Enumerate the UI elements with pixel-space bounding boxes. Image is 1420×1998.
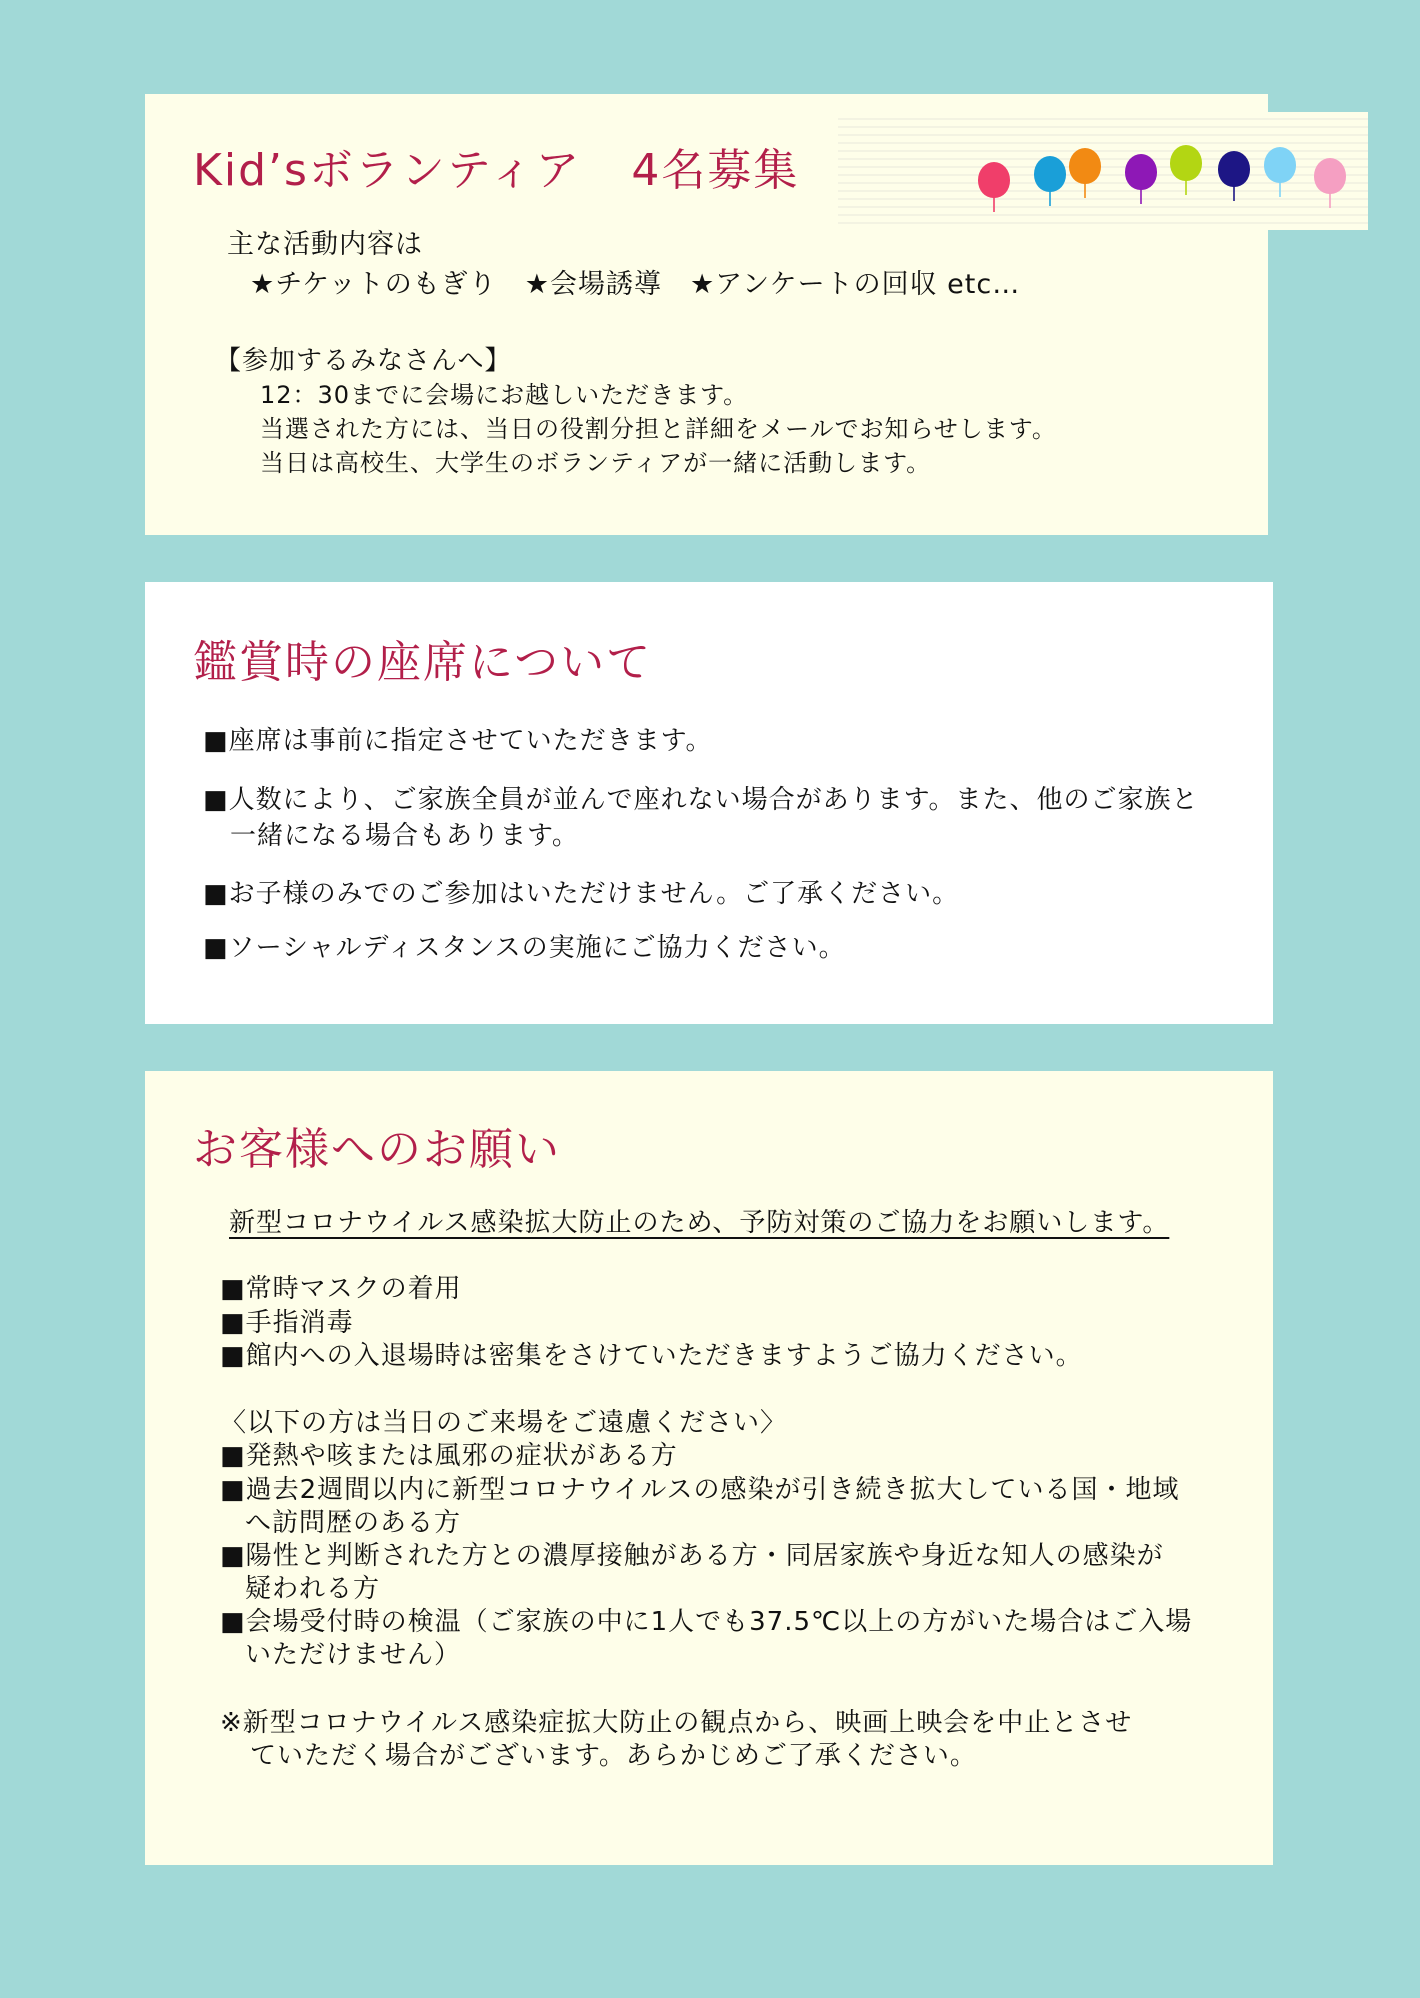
balloon-icon [1170, 145, 1202, 181]
measure-item: ■館内への入退場時は密集をさけていただきますようご協力ください。 [220, 1341, 1083, 1371]
notice-line: 当日は高校生、大学生のボランティアが一緒に活動します。 [260, 449, 932, 477]
refrain-item: ■過去2週間以内に新型コロナウイルスの感染が引き続き拡大している国・地域 [220, 1475, 1180, 1505]
refrain-item-continued: いただけません） [245, 1640, 462, 1670]
notice-line: 12：30までに会場にお越しいただきます。 [260, 381, 749, 409]
seating-item: ■お子様のみでのご参加はいただけません。ご了承ください。 [203, 879, 960, 909]
volunteer-title-count: 4名募集 [631, 145, 800, 196]
balloon-icon [1218, 151, 1250, 187]
seating-item: ■座席は事前に指定させていただきます。 [203, 726, 713, 756]
note-line: ※新型コロナウイルス感染症拡大防止の観点から、映画上映会を中止とさせ [220, 1708, 1133, 1738]
activity-heading: 主な活動内容は [227, 229, 423, 260]
activity-items: ★チケットのもぎり ★会場誘導 ★アンケートの回収 etc… [250, 269, 1021, 300]
volunteer-title-main: Kid’sボランティア [193, 145, 582, 196]
refrain-item-continued: へ訪問歴のある方 [245, 1508, 462, 1538]
notice-line: 当選された方には、当日の役割分担と詳細をメールでお知らせします。 [260, 415, 1057, 443]
measure-item: ■手指消毒 [220, 1308, 354, 1338]
seating-item: ■ソーシャルディスタンスの実施にご協力ください。 [203, 933, 846, 963]
request-lead: 新型コロナウイルス感染拡大防止のため、予防対策のご協力をお願いします。 [229, 1208, 1170, 1238]
refrain-item: ■発熱や咳または風邪の症状がある方 [220, 1441, 678, 1471]
volunteer-title [193, 134, 799, 198]
balloons-illustration [838, 112, 1368, 230]
balloon-icon [1034, 156, 1066, 192]
balloon-icon [978, 162, 1010, 198]
balloon-icon [1069, 148, 1101, 184]
measure-item: ■常時マスクの着用 [220, 1274, 462, 1304]
seating-card [145, 582, 1273, 1024]
notice-heading: 【参加するみなさんへ】 [215, 346, 512, 376]
balloon-icon [1125, 154, 1157, 190]
refrain-heading: 〈以下の方は当日のご来場をご遠慮ください〉 [220, 1408, 788, 1438]
note-line-continued: ていただく場合がございます。あらかじめご了承ください。 [250, 1741, 977, 1771]
seating-item-continued: 一緒になる場合もあります。 [230, 821, 579, 851]
request-title: お客様へのお願い [193, 1124, 561, 1175]
refrain-item-continued: 疑われる方 [245, 1574, 381, 1604]
seating-title: 鑑賞時の座席について [193, 637, 653, 688]
request-card [145, 1071, 1273, 1865]
volunteer-card [145, 94, 1268, 535]
balloon-icon [1264, 147, 1296, 183]
seating-item: ■人数により、ご家族全員が並んで座れない場合があります。また、他のご家族と [203, 785, 1199, 815]
refrain-item: ■会場受付時の検温（ご家族の中に1人でも37.5℃以上の方がいた場合はご入場 [220, 1607, 1193, 1637]
refrain-item: ■陽性と判断された方との濃厚接触がある方・同居家族や身近な知人の感染が [220, 1541, 1164, 1571]
balloon-icon [1314, 158, 1346, 194]
